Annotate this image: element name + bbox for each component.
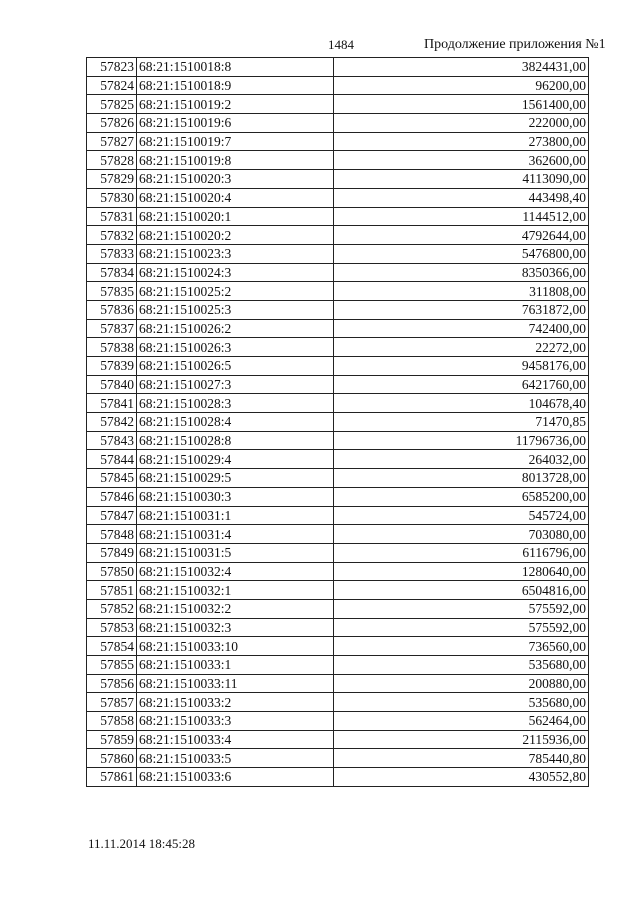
row-number-cell: 57832 (87, 226, 137, 245)
cadastral-number-cell: 68:21:1510028:3 (137, 394, 334, 413)
cadastral-number-cell: 68:21:1510019:8 (137, 151, 334, 170)
cadastral-number-cell: 68:21:1510030:3 (137, 487, 334, 506)
row-number-cell: 57858 (87, 712, 137, 731)
row-number-cell: 57828 (87, 151, 137, 170)
cadastral-value-cell: 7631872,00 (334, 300, 589, 319)
cadastral-value-cell: 535680,00 (334, 693, 589, 712)
table-row (87, 300, 589, 319)
cadastral-value-cell: 545724,00 (334, 506, 589, 525)
row-number-cell: 57823 (87, 58, 137, 77)
cadastral-value-cell: 736560,00 (334, 637, 589, 656)
cadastral-value-cell: 11796736,00 (334, 431, 589, 450)
cadastral-number-cell: 68:21:1510019:7 (137, 132, 334, 151)
cadastral-number-cell: 68:21:1510025:2 (137, 282, 334, 301)
cadastral-number-cell: 68:21:1510033:5 (137, 749, 334, 768)
cadastral-value-cell: 200880,00 (334, 674, 589, 693)
table-row (87, 581, 589, 600)
cadastral-value-cell: 96200,00 (334, 76, 589, 95)
cadastral-number-cell: 68:21:1510033:10 (137, 637, 334, 656)
cadastral-number-cell: 68:21:1510025:3 (137, 300, 334, 319)
document-header-title: Продолжение приложения №1 (424, 37, 606, 52)
table-row (87, 543, 589, 562)
cadastral-number-cell: 68:21:1510027:3 (137, 375, 334, 394)
table-row (87, 693, 589, 712)
table-row (87, 357, 589, 376)
table-row (87, 413, 589, 432)
table-row (87, 244, 589, 263)
table-row (87, 207, 589, 226)
table-row (87, 114, 589, 133)
cadastral-value-cell: 535680,00 (334, 656, 589, 675)
cadastral-value-cell: 575592,00 (334, 618, 589, 637)
cadastral-value-cell: 6504816,00 (334, 581, 589, 600)
row-number-cell: 57835 (87, 282, 137, 301)
row-number-cell: 57856 (87, 674, 137, 693)
cadastral-number-cell: 68:21:1510019:6 (137, 114, 334, 133)
cadastral-number-cell: 68:21:1510032:1 (137, 581, 334, 600)
row-number-cell: 57826 (87, 114, 137, 133)
cadastral-number-cell: 68:21:1510029:5 (137, 469, 334, 488)
row-number-cell: 57860 (87, 749, 137, 768)
row-number-cell: 57844 (87, 450, 137, 469)
cadastral-number-cell: 68:21:1510031:5 (137, 543, 334, 562)
cadastral-value-cell: 562464,00 (334, 712, 589, 731)
table-row (87, 151, 589, 170)
cadastral-value-cell: 104678,40 (334, 394, 589, 413)
row-number-cell: 57859 (87, 730, 137, 749)
table-row (87, 525, 589, 544)
cadastral-number-cell: 68:21:1510033:6 (137, 768, 334, 787)
table-row (87, 132, 589, 151)
table-row (87, 338, 589, 357)
table-row (87, 599, 589, 618)
cadastral-value-cell: 3824431,00 (334, 58, 589, 77)
cadastral-value-cell: 22272,00 (334, 338, 589, 357)
cadastral-value-cell: 4792644,00 (334, 226, 589, 245)
row-number-cell: 57847 (87, 506, 137, 525)
table-row (87, 487, 589, 506)
row-number-cell: 57850 (87, 562, 137, 581)
table-row (87, 506, 589, 525)
cadastral-number-cell: 68:21:1510032:4 (137, 562, 334, 581)
cadastral-value-cell: 443498,40 (334, 188, 589, 207)
row-number-cell: 57834 (87, 263, 137, 282)
row-number-cell: 57840 (87, 375, 137, 394)
cadastral-value-cell: 4113090,00 (334, 170, 589, 189)
table-row (87, 730, 589, 749)
cadastral-value-cell: 9458176,00 (334, 357, 589, 376)
table-row (87, 282, 589, 301)
cadastral-number-cell: 68:21:1510033:1 (137, 656, 334, 675)
table-row (87, 394, 589, 413)
cadastral-value-cell: 6421760,00 (334, 375, 589, 394)
cadastral-number-cell: 68:21:1510024:3 (137, 263, 334, 282)
cadastral-number-cell: 68:21:1510028:4 (137, 413, 334, 432)
page-number: 1484 (328, 37, 354, 52)
table-row (87, 674, 589, 693)
row-number-cell: 57853 (87, 618, 137, 637)
cadastral-value-cell: 8350366,00 (334, 263, 589, 282)
row-number-cell: 57837 (87, 319, 137, 338)
table-row (87, 768, 589, 787)
cadastral-number-cell: 68:21:1510026:5 (137, 357, 334, 376)
table-row (87, 712, 589, 731)
cadastral-number-cell: 68:21:1510018:8 (137, 58, 334, 77)
row-number-cell: 57836 (87, 300, 137, 319)
cadastral-value-cell: 264032,00 (334, 450, 589, 469)
cadastral-number-cell: 68:21:1510026:2 (137, 319, 334, 338)
cadastral-number-cell: 68:21:1510019:2 (137, 95, 334, 114)
cadastral-value-cell: 785440,80 (334, 749, 589, 768)
cadastral-number-cell: 68:21:1510031:4 (137, 525, 334, 544)
row-number-cell: 57829 (87, 170, 137, 189)
cadastral-value-cell: 2115936,00 (334, 730, 589, 749)
row-number-cell: 57833 (87, 244, 137, 263)
cadastral-number-cell: 68:21:1510033:11 (137, 674, 334, 693)
cadastral-value-cell: 222000,00 (334, 114, 589, 133)
row-number-cell: 57824 (87, 76, 137, 95)
row-number-cell: 57854 (87, 637, 137, 656)
cadastral-number-cell: 68:21:1510033:2 (137, 693, 334, 712)
row-number-cell: 57841 (87, 394, 137, 413)
cadastral-number-cell: 68:21:1510028:8 (137, 431, 334, 450)
table-row (87, 76, 589, 95)
cadastral-value-cell: 1561400,00 (334, 95, 589, 114)
cadastral-number-cell: 68:21:1510018:9 (137, 76, 334, 95)
table-row (87, 58, 589, 77)
registry-table (86, 57, 589, 787)
table-row (87, 562, 589, 581)
cadastral-value-cell: 430552,80 (334, 768, 589, 787)
table-row (87, 226, 589, 245)
table-row (87, 450, 589, 469)
cadastral-number-cell: 68:21:1510020:1 (137, 207, 334, 226)
table-row (87, 375, 589, 394)
table-row (87, 431, 589, 450)
row-number-cell: 57825 (87, 95, 137, 114)
cadastral-number-cell: 68:21:1510033:4 (137, 730, 334, 749)
cadastral-value-cell: 742400,00 (334, 319, 589, 338)
row-number-cell: 57839 (87, 357, 137, 376)
cadastral-number-cell: 68:21:1510029:4 (137, 450, 334, 469)
cadastral-value-cell: 71470,85 (334, 413, 589, 432)
cadastral-number-cell: 68:21:1510032:2 (137, 599, 334, 618)
cadastral-number-cell: 68:21:1510032:3 (137, 618, 334, 637)
cadastral-value-cell: 1280640,00 (334, 562, 589, 581)
cadastral-value-cell: 5476800,00 (334, 244, 589, 263)
table-row (87, 319, 589, 338)
table-row (87, 656, 589, 675)
cadastral-value-cell: 8013728,00 (334, 469, 589, 488)
row-number-cell: 57838 (87, 338, 137, 357)
cadastral-number-cell: 68:21:1510020:3 (137, 170, 334, 189)
table-row (87, 618, 589, 637)
cadastral-value-cell: 575592,00 (334, 599, 589, 618)
row-number-cell: 57848 (87, 525, 137, 544)
print-timestamp: 11.11.2014 18:45:28 (88, 836, 196, 851)
cadastral-number-cell: 68:21:1510031:1 (137, 506, 334, 525)
row-number-cell: 57849 (87, 543, 137, 562)
registry-table-body (87, 58, 589, 787)
row-number-cell: 57827 (87, 132, 137, 151)
cadastral-number-cell: 68:21:1510020:2 (137, 226, 334, 245)
cadastral-value-cell: 1144512,00 (334, 207, 589, 226)
cadastral-value-cell: 6116796,00 (334, 543, 589, 562)
cadastral-value-cell: 311808,00 (334, 282, 589, 301)
row-number-cell: 57845 (87, 469, 137, 488)
row-number-cell: 57861 (87, 768, 137, 787)
table-row (87, 263, 589, 282)
row-number-cell: 57855 (87, 656, 137, 675)
cadastral-value-cell: 273800,00 (334, 132, 589, 151)
row-number-cell: 57842 (87, 413, 137, 432)
row-number-cell: 57857 (87, 693, 137, 712)
cadastral-number-cell: 68:21:1510026:3 (137, 338, 334, 357)
cadastral-number-cell: 68:21:1510020:4 (137, 188, 334, 207)
cadastral-number-cell: 68:21:1510033:3 (137, 712, 334, 731)
row-number-cell: 57852 (87, 599, 137, 618)
row-number-cell: 57846 (87, 487, 137, 506)
row-number-cell: 57851 (87, 581, 137, 600)
table-row (87, 188, 589, 207)
row-number-cell: 57830 (87, 188, 137, 207)
row-number-cell: 57843 (87, 431, 137, 450)
table-row (87, 95, 589, 114)
row-number-cell: 57831 (87, 207, 137, 226)
cadastral-number-cell: 68:21:1510023:3 (137, 244, 334, 263)
table-row (87, 749, 589, 768)
cadastral-value-cell: 703080,00 (334, 525, 589, 544)
table-row (87, 637, 589, 656)
cadastral-value-cell: 362600,00 (334, 151, 589, 170)
table-row (87, 469, 589, 488)
cadastral-value-cell: 6585200,00 (334, 487, 589, 506)
table-row (87, 170, 589, 189)
